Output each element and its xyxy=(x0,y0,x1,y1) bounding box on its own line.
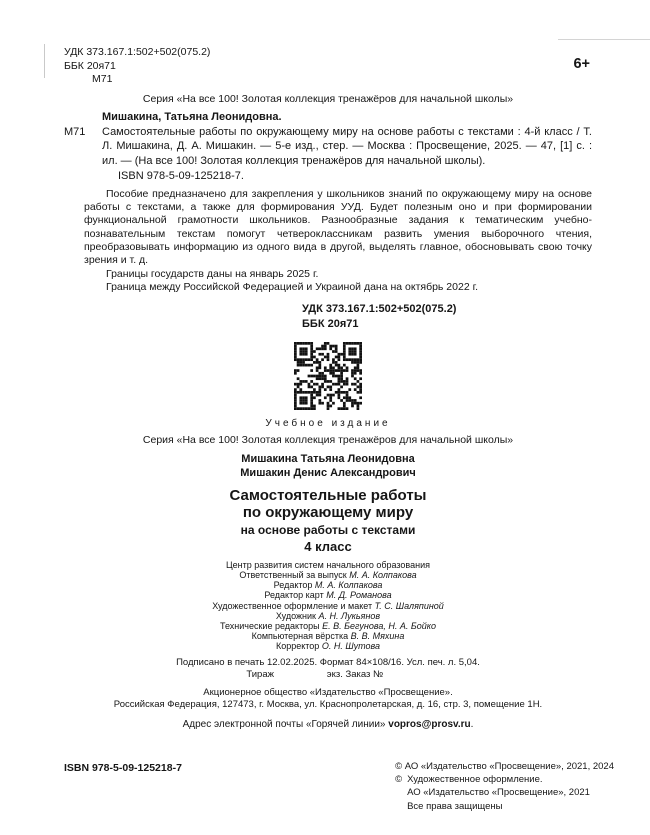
catalog-entry-text: Самостоятельные работы по окружающему миру на основе работы с текстами : 4-й класс / Т. Л. Мишакина, Д. А. Мишакин. — 5-е изд., стер. — Москва : Просвещение, 2025. — 47, [1] с. : ил. — (На все 100! Золотая коллекция тренажёров для начальной школы). xyxy=(102,125,592,167)
staff-line xyxy=(64,590,592,600)
author-name-1: Мишакина Татьяна Леонидовна xyxy=(241,453,415,466)
udk-bottom: УДК 373.167.1:502+502(075.2) xyxy=(302,303,457,316)
age-rating-badge: 6+ xyxy=(573,56,590,72)
staff-role: Художественное оформление и макет xyxy=(212,600,373,611)
staff-name: М. А. Колпакова xyxy=(349,570,417,581)
authors-block xyxy=(64,452,592,481)
staff-name: О. Н. Шутова xyxy=(321,640,381,651)
staff-role: Компьютерная вёрстка xyxy=(251,630,349,641)
border-ukraine-note: Граница между Российской Федерацией и Украиной дана на октябрь 2022 г. xyxy=(106,281,479,294)
title-subtitle: на основе работы с текстами xyxy=(240,523,416,538)
series-line-top: Серия «На все 100! Золотая коллекция тренажёров для начальной школы» xyxy=(142,92,514,105)
classification-codes xyxy=(64,46,210,87)
staff-name: А. Н. Лукьянов xyxy=(318,610,381,621)
qr-code-wrapper xyxy=(64,342,592,410)
print-info-block xyxy=(64,657,592,681)
staff-line xyxy=(64,580,592,590)
borders-note: Границы государств даны на январь 2025 г. xyxy=(106,267,319,280)
copyright-line-2 xyxy=(395,773,614,813)
staff-name: Е. В. Бегунова, Н. А. Бойко xyxy=(322,620,436,631)
staff-role: Редактор xyxy=(273,580,313,591)
staff-role: Художник xyxy=(275,610,316,621)
book-title-block xyxy=(64,487,592,555)
annotation-text: Пособие предназначено для закрепления у школьников знаний по окружающему миру на основе работы с текстами, а также для формирования УУД. Будет полезным оно и при формировании функциональной грамотности школьников. Разнообразные задания к тематическим учебно-познавательным текстам помогут четвероклассникам развить умения выборочного чтения, преобразовывать информацию из одного вида в другой, выделять главное, обосновывать свою точку зрения и т. д. xyxy=(84,187,592,267)
author-name-2: Мишакин Денис Александрович xyxy=(240,467,416,480)
hotline-email: vopros@prosv.ru xyxy=(388,719,471,731)
copyright-line-2-text xyxy=(407,773,590,813)
copyright-design-line: Художественное оформление. xyxy=(407,774,543,786)
staff-role: Редактор карт xyxy=(264,590,324,601)
udk-code: УДК 373.167.1:502+502(075.2) xyxy=(64,46,211,58)
staff-line xyxy=(64,611,592,621)
catalog-entry-row xyxy=(64,125,592,168)
staff-line xyxy=(64,641,592,651)
bbk-bottom: ББК 20я71 xyxy=(302,318,359,331)
page-footer xyxy=(64,760,614,813)
imprint-staff-block xyxy=(64,560,592,651)
email-suffix: . xyxy=(470,719,474,731)
qr-code xyxy=(294,342,362,410)
title-grade: 4 класс xyxy=(304,539,352,555)
staff-role: Технические редакторы xyxy=(220,620,320,631)
publisher-line-2: Российская Федерация, 127473, г. Москва, ул. Краснопролетарская, д. 16, стр. 3, помещение 1Н. xyxy=(113,698,543,710)
copyright-publisher-line: АО «Издательство «Просвещение», 2021 xyxy=(407,787,590,799)
udk-bbk-bottom-block xyxy=(302,302,592,332)
rights-reserved-line: Все права защищены xyxy=(407,800,503,812)
catalog-author: Мишакина, Татьяна Леонидовна. xyxy=(102,110,282,123)
author-sign-code: М71 xyxy=(92,73,113,86)
footer-isbn: ISBN 978-5-09-125218-7 xyxy=(64,761,182,774)
hotline-email-line xyxy=(64,719,592,730)
publishing-center-line: Центр развития систем начального образования xyxy=(225,560,430,571)
crop-mark-horizontal xyxy=(558,39,650,40)
copyright-block xyxy=(395,760,614,813)
crop-mark-vertical xyxy=(44,44,45,78)
bbk-code: ББК 20я71 xyxy=(64,59,116,72)
staff-name: М. А. Колпакова xyxy=(314,580,383,591)
staff-line xyxy=(64,631,592,641)
staff-name: В. В. Мяхина xyxy=(350,630,405,641)
series-line-mid: Серия «На все 100! Золотая коллекция тренажёров для начальной школы» xyxy=(142,434,514,447)
staff-name: М. Д. Романова xyxy=(326,590,392,601)
copyright-symbol: © xyxy=(395,774,403,786)
publisher-block xyxy=(64,687,592,711)
staff-line xyxy=(64,570,592,580)
email-prefix: Адрес электронной почты «Горячей линии» xyxy=(182,719,389,731)
tirazh-line: Тираж экз. Заказ № xyxy=(246,668,410,680)
staff-line xyxy=(64,621,592,631)
title-line-1: Самостоятельные работы xyxy=(229,486,427,504)
staff-role: Ответственный за выпуск xyxy=(239,570,347,581)
top-codes-row xyxy=(64,46,592,87)
copyright-line-1: © АО «Издательство «Просвещение», 2021, 2024 xyxy=(395,760,614,772)
staff-line xyxy=(64,601,592,611)
print-info-line: Подписано в печать 12.02.2025. Формат 84×108/16. Усл. печ. л. 5,04. xyxy=(176,656,480,668)
staff-role: Корректор xyxy=(275,640,320,651)
publisher-line-1: Акционерное общество «Издательство «Просвещение». xyxy=(203,686,453,698)
title-line-2: по окружающему миру xyxy=(242,503,414,521)
catalog-code: М71 xyxy=(64,125,86,138)
edition-type-label: Учебное издание xyxy=(265,418,391,430)
staff-name: Т. С. Шаляпиной xyxy=(374,600,444,611)
isbn-catalog-line: ISBN 978-5-09-125218-7. xyxy=(118,169,244,182)
